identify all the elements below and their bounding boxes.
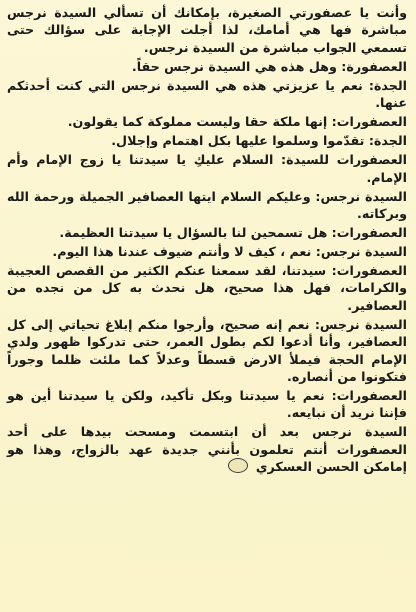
paragraph-5: الجدة: تقدّموا وسلموا عليها بكل اهتمام وإجلال. [111,133,407,149]
story-text [7,4,407,476]
paragraph-6: العصفورات للسيدة: السلام عليكِ يا سيدتنا يا زوج الإمام وأم الإمام. [7,152,407,185]
paragraph-13 [7,423,407,475]
paragraph-10: العصفورات: سيدتنا، لقد سمعنا عنكم الكثير من القصص العجيبة والكرامات، فهل هذا صحيح، هل نحدث به كل من نجده من العصافير. [7,263,407,313]
honorific-seal-icon [228,458,248,473]
paragraph-8: العصفورات: هل تسمحين لنا بالسؤال يا سيدتنا العظيمة. [59,225,407,241]
paragraph-9: السيدة نرجس: نعم ، كيف لا وأنتم ضيوف عندنا هذا اليوم. [52,244,407,260]
paragraph-4: العصفورات: إنها ملكة حقا وليست مملوكة كما يقولون. [67,114,407,130]
paragraph-11: السيدة نرجس: نعم إنه صحيح، وأرجوا منكم إبلاغ تحياتي إلى كل العصافير، وأنا أدعوا لكم بطول العمر، حتى تدركوا ظهور ولدي الإمام الحجة فيملأ الارض قسطاً وعدلاً كما ملئت ظلما وجوراً فتكونوا من أنصاره. [7,316,407,385]
paragraph-7: السيدة نرجس: وعليكم السلام ايتها العصافير الجميلة ورحمة الله وبركاته. [7,188,407,222]
paragraph-3: الجدة: نعم يا عزيزتي هذه هي السيدة نرجس التي كنت أحدثكم عنها. [7,77,407,111]
paragraph-2: العصفورة: وهل هذه هي السيدة نرجس حقاً. [131,58,407,74]
paragraph-12: العصفورات: نعم يا سيدتنا وبكل تأكيد، ولكن يا سيدتنا أين هو فإننا نريد أن نبايعه. [7,388,407,421]
paragraph-13-text: السيدة نرجس بعد أن ابتسمت ومسحت بيدها على أحد العصفورات أنتم تعلمون بأنني جديدة عهد بالزواج، وهذا هو إمامكن الحسن العسكري [7,424,407,475]
paragraph-1: وأنت يا عصفورتي الصغيرة، بإمكانك أن تسألي السيدة نرجس مباشرة فها هي أمامك، لذا أجلت الإجابة على سؤالك حتى تسمعي الجواب مباشرة من السيدة نرجس. [7,5,407,55]
